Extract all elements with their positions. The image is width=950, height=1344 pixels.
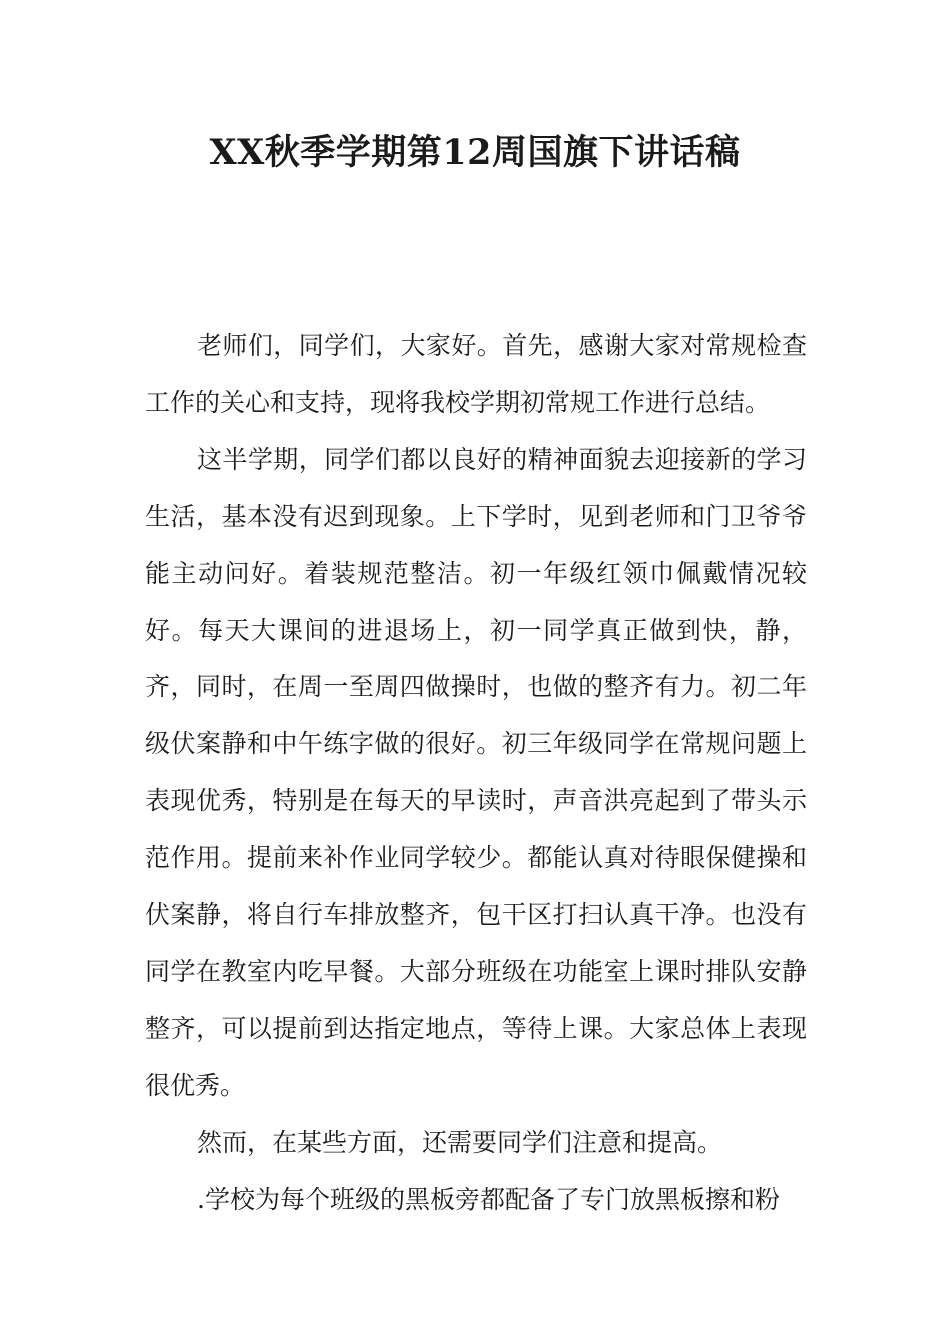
paragraph-transition: 然而，在某些方面，还需要同学们注意和提高。 — [197, 1127, 723, 1157]
paragraph-greeting: 老师们，同学们，大家好。首先，感谢大家对常规检查工作的关心和支持，现将我校学期初常规工作进行总结。 — [145, 331, 807, 417]
document-body — [145, 318, 807, 1229]
paragraph-summary: 这半学期，同学们都以良好的精神面貌去迎接新的学习生活，基本没有迟到现象。上下学时，见到老师和门卫爷爷能主动问好。着装规范整洁。初一年级红领巾佩戴情况较好。每天大课间的进退场上，初一同学真正做到快，静，齐，同时，在周一至周四做操时，也做的整齐有力。初二年级伏案静和中午练字做的很好。初三年级同学在常规问题上表现优秀，特别是在每天的早读时，声音洪亮起到了带头示范作用。提前来补作业同学较少。都能认真对待眼保健操和伏案静，将自行车排放整齐，包干区打扫认真干净。也没有同学在教室内吃早餐。大部分班级在功能室上课时排队安静整齐，可以提前到达指定地点，等待上课。大家总体上表现很优秀。 — [145, 444, 807, 1100]
document-title: XX秋季学期第12周国旗下讲话稿 — [209, 132, 741, 173]
paragraph-item-1: .学校为每个班级的黑板旁都配备了专门放黑板擦和粉 — [197, 1184, 780, 1214]
